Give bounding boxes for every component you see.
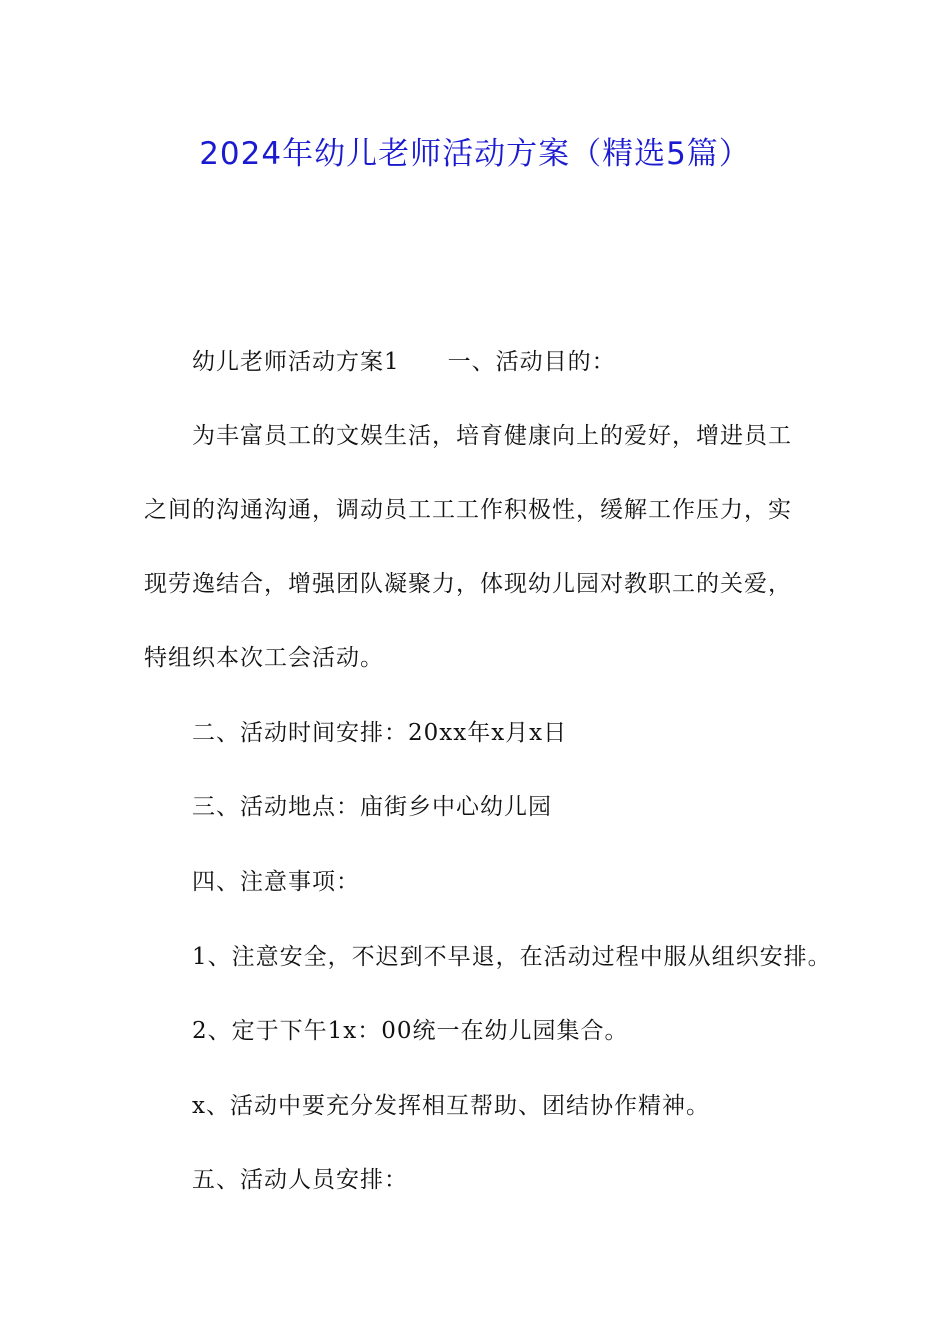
paragraph-line: 特组织本次工会活动。 bbox=[144, 645, 384, 671]
list-item: 1、注意安全，不迟到不早退，在活动过程中服从组织安排。 bbox=[192, 944, 832, 970]
list-item: x、活动中要充分发挥相互帮助、团结协作精神。 bbox=[192, 1093, 710, 1119]
document-title: 2024年幼儿老师活动方案（精选5篇） bbox=[199, 136, 751, 172]
section-heading-staff: 五、活动人员安排： bbox=[192, 1167, 408, 1193]
paragraph-line: 现劳逸结合，增强团队凝聚力，体现幼儿园对教职工的关爱， bbox=[144, 571, 792, 597]
section-heading-notes: 四、注意事项： bbox=[192, 869, 360, 895]
paragraph-line: 为丰富员工的文娱生活，培育健康向上的爱好，增进员工 bbox=[192, 423, 792, 449]
list-item: 2、定于下午1x：00统一在幼儿园集合。 bbox=[192, 1018, 629, 1044]
paragraph-line: 之间的沟通沟通，调动员工工工作积极性，缓解工作压力，实 bbox=[144, 497, 792, 523]
section-heading-location: 三、活动地点：庙街乡中心幼儿园 bbox=[192, 794, 552, 820]
section-heading-time: 二、活动时间安排：20xx年x月x日 bbox=[192, 720, 568, 746]
section-heading-purpose: 幼儿老师活动方案1 一、活动目的： bbox=[192, 349, 616, 375]
